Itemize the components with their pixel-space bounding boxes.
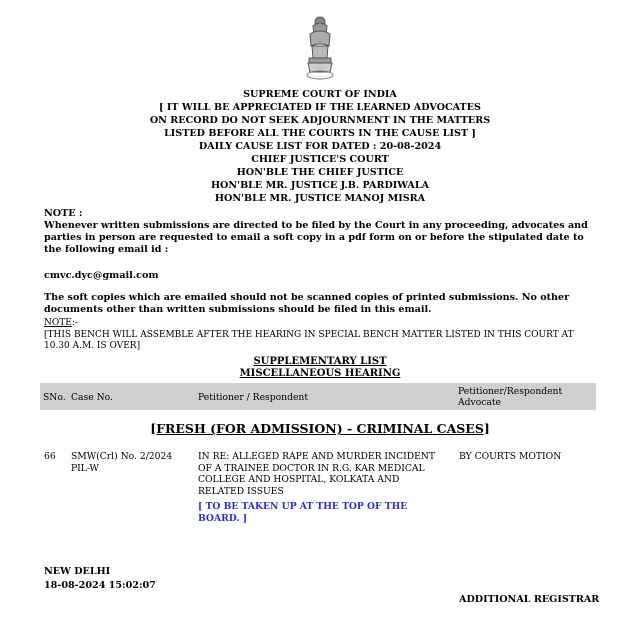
row-advocate: BY COURTS MOTION [459, 451, 562, 462]
row-parties-text: IN RE: ALLEGED RAPE AND MURDER INCIDENT OF A TRAINEE DOCTOR IN R.G. KAR MEDICAL COLLEGE AND HOSPITAL, KOLKATA AND RELATED ISSUES [198, 451, 435, 497]
note-block [44, 208, 600, 353]
bench-note-suffix: :- [71, 318, 78, 328]
col-advocate: Petitioner/Respondent Advocate [458, 386, 563, 408]
footer-signatory: ADDITIONAL REGISTRAR [459, 594, 600, 605]
section-title: [FRESH (FOR ADMISSION) - CRIMINAL CASES] [150, 421, 490, 436]
note-text: Whenever written submissions are directed to be filed by the Court in any proceeding, advocates and parties in person are requested to email a soft copy in a pdf form on or before the stipulated date to the following email id : [44, 220, 588, 255]
svg-text:~~~~~~: ~~~~~~ [312, 74, 328, 78]
table-header [40, 383, 596, 410]
list-title: SUPPLEMENTARY LIST [253, 356, 387, 367]
court-name: CHIEF JUSTICE'S COURT [251, 154, 389, 165]
appeal-line-3: LISTED BEFORE ALL THE COURTS IN THE CAUSE LIST ] [164, 128, 476, 139]
row-remark: [ TO BE TAKEN UP AT THE TOP OF THE BOARD. ] [198, 501, 408, 524]
note-email: cmvc.dyc@gmail.com [44, 270, 159, 281]
list-subtitle: MISCELLANEOUS HEARING [239, 368, 401, 379]
col-parties: Petitioner / Respondent [198, 392, 309, 403]
cause-list-header [0, 88, 640, 205]
col-case-no: Case No. [71, 392, 113, 403]
soft-copy-note: The soft copies which are emailed should not be scanned copies of printed submissions. No other documents other than written submissions should be filed in this email. [44, 292, 570, 315]
bench-note-label: NOTE [44, 318, 72, 328]
row-sno: 66 [44, 451, 56, 462]
judge-3: HON'BLE MR. JUSTICE MANOJ MISRA [214, 193, 426, 204]
bench-note [44, 318, 600, 353]
footer-timestamp: 18-08-2024 15:02:07 [44, 580, 156, 591]
cause-list-date: DAILY CAUSE LIST FOR DATED : 20-08-2024 [198, 141, 442, 152]
appeal-line-1: [ IT WILL BE APPRECIATED IF THE LEARNED ADVOCATES [159, 102, 481, 113]
bench-note-text: [THIS BENCH WILL ASSEMBLE AFTER THE HEARING IN SPECIAL BENCH MATTER LISTED IN THIS COURT AT 10.30 A.M. IS OVER] [44, 329, 574, 351]
national-emblem-icon [296, 14, 344, 86]
col-sno: SNo. [43, 392, 66, 403]
footer-place: NEW DELHI [44, 566, 111, 577]
appeal-line-2: ON RECORD DO NOT SEEK ADJOURNMENT IN THE MATTERS [149, 115, 491, 126]
list-title-block [0, 356, 640, 380]
note-label: NOTE : [44, 208, 83, 219]
judge-1: HON'BLE THE CHIEF JUSTICE [236, 167, 404, 178]
court-title: SUPREME COURT OF INDIA [243, 89, 397, 100]
row-parties [198, 451, 448, 524]
judge-2: HON'BLE MR. JUSTICE J.B. PARDIWALA [210, 180, 430, 191]
row-case-no: SMW(Crl) No. 2/2024 PIL-W [71, 451, 173, 474]
